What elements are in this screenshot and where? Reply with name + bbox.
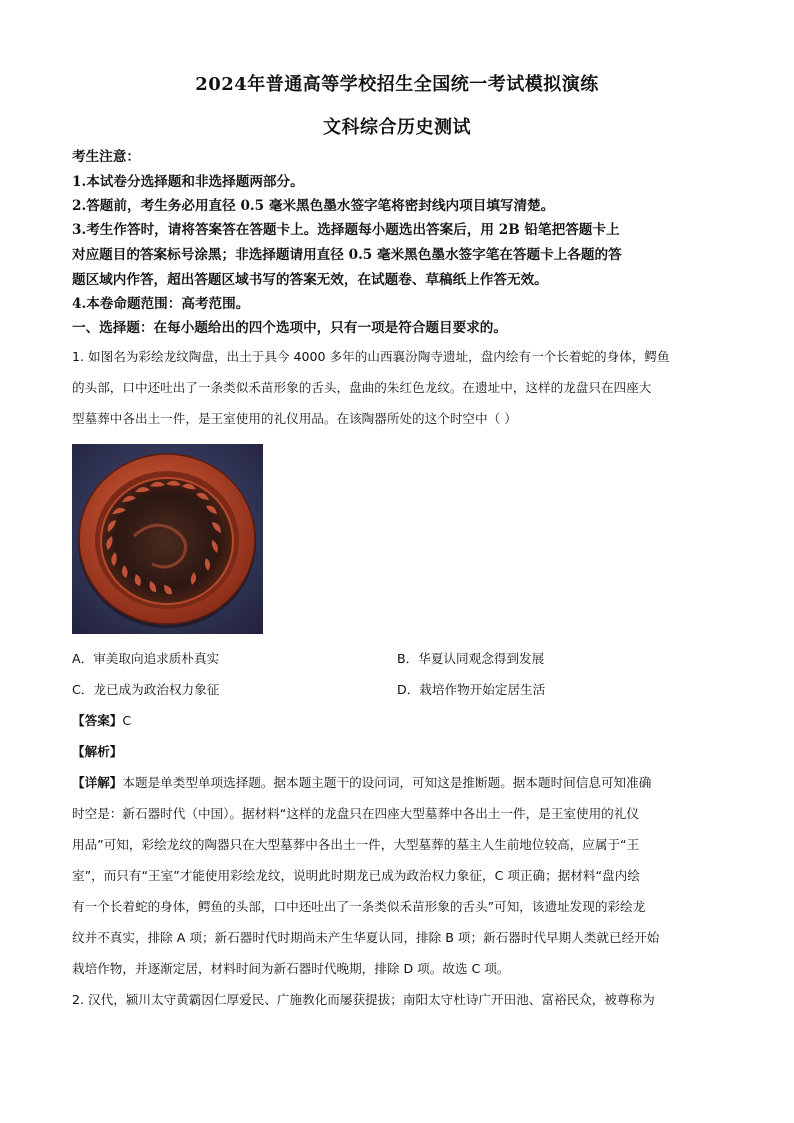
exam-subtitle: 文科综合历史测试	[323, 117, 471, 138]
analysis-line-5: 有一个长着蛇的身体，鳄鱼的头部，口中还吐出了一条类似禾苗形象的舌头”可知，该遗址发现的彩绘龙	[72, 899, 646, 914]
note-3-line-2: 对应题目的答案标号涂黑；非选择题请用直径 0.5 毫米黑色墨水签字笔在答题卡上各题的答	[72, 247, 622, 263]
analysis-line-3: 用品”可知，彩绘龙纹的陶器只在大型墓葬中各出土一件，大型墓葬的墓主人生前地位较高，应属于“王	[72, 837, 640, 852]
option-d[interactable]: D．栽培作物开始定居生活	[397, 682, 546, 697]
section-1-heading: 一、选择题：在每小题给出的四个选项中，只有一项是符合题目要求的。	[72, 320, 507, 336]
option-b[interactable]: B．华夏认同观念得到发展	[397, 651, 545, 666]
analysis-line-2: 时空是：新石器时代（中国）。据材料“这样的龙盘只在四座大型墓葬中各出土一件，是王室使用的礼仪	[72, 806, 639, 821]
analysis-text-1: 本题是单类型单项选择题。据本题主题干的设问词，可知这是推断题。据本题时间信息可知准确	[122, 775, 652, 790]
question-1-line-2: 的头部，口中还吐出了一条类似禾苗形象的舌头，盘曲的朱红色龙纹。在遗址中，这样的龙盘只在四座大	[72, 380, 652, 395]
answer-label: 答案	[84, 713, 110, 728]
note-2: 2.答题前，考生务必用直径 0.5 毫米黑色墨水签字笔将密封线内项目填写清楚。	[72, 198, 555, 214]
notes-heading: 考生注意：	[72, 149, 140, 165]
analysis-label: 解析	[84, 744, 110, 759]
option-a[interactable]: A．审美取向追求质朴真实	[72, 651, 220, 666]
analysis-heading: 【解析】	[72, 744, 123, 759]
note-4: 4.本卷命题范围：高考范围。	[72, 296, 250, 312]
option-c[interactable]: C．龙已成为政治权力象征	[72, 682, 220, 697]
detail-label: 详解	[84, 775, 110, 790]
note-3-line-3: 题区域内作答，超出答题区域书写的答案无效，在试题卷、草稿纸上作答无效。	[72, 272, 548, 288]
dragon-plate-drawing	[72, 444, 263, 634]
note-1: 1.本试卷分选择题和非选择题两部分。	[72, 174, 304, 190]
note-3-line-1: 3.考生作答时，请将答案答在答题卡上。选择题每小题选出答案后，用 2B 铅笔把答题卡上	[72, 222, 620, 238]
painted-dragon-plate-image	[72, 444, 263, 634]
analysis-line-6: 纹并不真实，排除 A 项；新石器时代时期尚未产生华夏认同，排除 B 项；新石器时代早期人类就已经开始	[72, 930, 660, 945]
answer-value: C	[122, 713, 132, 728]
analysis-line-1: 【详解】本题是单类型单项选择题。据本题主题干的设问词，可知这是推断题。据本题时间信息可知准确	[72, 775, 652, 790]
analysis-line-7: 栽培作物，并逐渐定居，材料时间为新石器时代晚期，排除 D 项。故选 C 项。	[72, 961, 510, 976]
exam-title: 2024年普通高等学校招生全国统一考试模拟演练	[195, 74, 599, 95]
question-1-line-3: 型墓葬中各出土一件，是王室使用的礼仪用品。在该陶器所处的这个时空中（ ）	[72, 411, 517, 426]
analysis-line-4: 室”，而只有“王室”才能使用彩绘龙纹，说明此时期龙已成为政治权力象征，C 项正确；据材料“盘内绘	[72, 868, 640, 883]
answer-line: 【答案】C	[72, 713, 132, 728]
question-2-line-1: 2. 汉代，颍川太守黄霸因仁厚爱民、广施教化而屡获提拔；南阳太守杜诗广开田池、富裕民众，被尊称为	[72, 992, 655, 1007]
question-1-line-1: 1. 如图名为彩绘龙纹陶盘，出土于具今 4000 多年的山西襄汾陶寺遗址，盘内绘有一个长着蛇的身体，鳄鱼	[72, 349, 670, 364]
